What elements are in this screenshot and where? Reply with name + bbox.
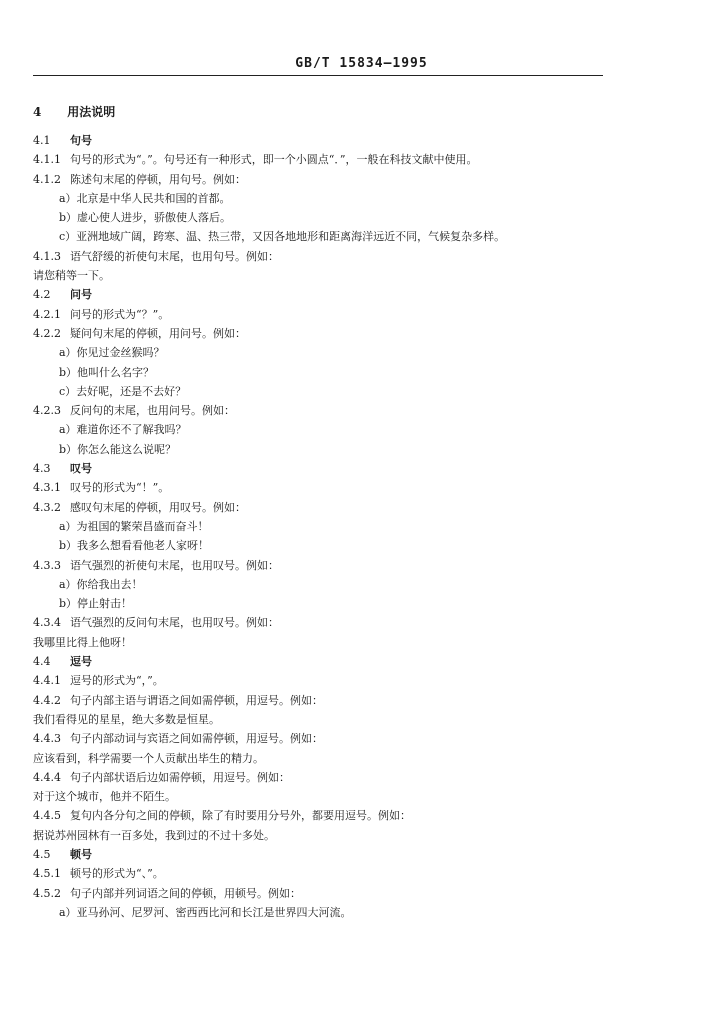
clause-rule xyxy=(33,864,613,883)
clause-number: 4.4.3 xyxy=(33,732,61,746)
line-text: 语气强烈的祈使句末尾，也用叹号。例如： xyxy=(70,558,279,572)
line-text: 反问句的末尾，也用问号。例如： xyxy=(70,404,235,418)
clause-rule xyxy=(33,478,613,497)
line-text: 据说苏州园林有一百多处，我到过的不过十多处。 xyxy=(33,828,275,842)
clause-rule xyxy=(33,498,613,517)
clause-number: 4.3.4 xyxy=(33,616,61,630)
clause-number: 4.1 xyxy=(33,134,51,147)
line-text: a）北京是中华人民共和国的首都。 xyxy=(59,191,231,205)
example-line xyxy=(33,343,613,362)
example-line xyxy=(33,826,613,845)
clause-number: 4.3.1 xyxy=(33,481,61,495)
line-text: c）亚洲地域广阔，跨寒、温、热三带，又因各地地形和距离海洋远近不同，气候复杂多样。 xyxy=(59,230,506,244)
section-title: 用法说明 xyxy=(67,105,116,119)
clause-rule xyxy=(33,401,613,420)
clause-title xyxy=(33,131,613,150)
line-text: 顿号 xyxy=(70,847,92,861)
line-text: 我们看得见的星星，绝大多数是恒星。 xyxy=(33,712,220,726)
example-line xyxy=(33,266,613,285)
example-line xyxy=(33,363,613,382)
clause-number: 4.1.2 xyxy=(33,172,61,186)
line-text: a）难道你还不了解我吗？ xyxy=(59,423,187,437)
clause-number: 4.4.1 xyxy=(33,674,61,688)
clause-rule xyxy=(33,691,613,710)
example-line xyxy=(33,420,613,439)
example-line xyxy=(33,440,613,459)
example-line xyxy=(33,227,613,246)
header-divider xyxy=(33,75,603,76)
line-text: a）为祖国的繁荣昌盛而奋斗！ xyxy=(59,519,209,533)
line-text: 顿号的形式为“、”。 xyxy=(70,867,164,881)
line-text: 句子内部动词与宾语之间如需停顿，用逗号。例如： xyxy=(70,732,323,746)
line-text: a）你给我出去！ xyxy=(59,577,143,591)
section-number: 4 xyxy=(33,105,42,119)
line-text: 句号 xyxy=(70,134,92,147)
section-heading xyxy=(33,103,115,120)
clause-rule xyxy=(33,150,613,169)
clause-title xyxy=(33,652,613,671)
clause-number: 4.5.2 xyxy=(33,886,61,900)
clause-rule xyxy=(33,613,613,632)
clause-number: 4.4.5 xyxy=(33,809,61,823)
clause-title xyxy=(33,845,613,864)
line-text: 句子内部状语后边如需停顿，用逗号。例如： xyxy=(70,770,290,784)
line-text: 疑问句末尾的停顿，用问号。例如： xyxy=(70,326,246,340)
clause-rule xyxy=(33,671,613,690)
clause-number: 4.2 xyxy=(33,288,51,302)
clause-rule xyxy=(33,729,613,748)
example-line xyxy=(33,189,613,208)
clause-rule xyxy=(33,884,613,903)
line-text: b）你怎么能这么说呢？ xyxy=(59,442,177,456)
line-text: 句子内部主语与谓语之间如需停顿，用逗号。例如： xyxy=(70,693,323,707)
line-text: c）去好呢，还是不去好？ xyxy=(59,384,187,398)
clause-number: 4.2.1 xyxy=(33,307,61,321)
clause-number: 4.2.2 xyxy=(33,326,61,340)
line-text: 叹号的形式为“！”。 xyxy=(70,481,170,495)
clause-number: 4.4 xyxy=(33,655,51,669)
line-text: 逗号 xyxy=(70,655,92,669)
example-line xyxy=(33,575,613,594)
clause-number: 4.3 xyxy=(33,462,51,476)
line-text: 叹号 xyxy=(70,462,92,476)
line-text: 复句内各分句之间的停顿，除了有时要用分号外，都要用逗号。例如： xyxy=(70,809,411,823)
clause-rule xyxy=(33,806,613,825)
example-line xyxy=(33,903,613,922)
page-header-title: GB/T 15834—1995 xyxy=(295,56,428,71)
clause-number: 4.1.3 xyxy=(33,249,61,263)
clause-rule xyxy=(33,324,613,343)
line-text: 陈述句末尾的停顿，用句号。例如： xyxy=(70,172,246,186)
clause-rule xyxy=(33,247,613,266)
line-text: a）亚马孙河、尼罗河、密西西比河和长江是世界四大河流。 xyxy=(59,905,352,919)
document-body xyxy=(33,131,613,922)
line-text: 问号的形式为“？”。 xyxy=(70,307,170,321)
clause-rule xyxy=(33,768,613,787)
clause-number: 4.3.2 xyxy=(33,500,61,514)
line-text: 感叹句末尾的停顿，用叹号。例如： xyxy=(70,500,246,514)
line-text: b）他叫什么名字？ xyxy=(59,365,155,379)
clause-rule xyxy=(33,556,613,575)
line-text: 句子内部并列词语之间的停顿，用顿号。例如： xyxy=(70,886,301,900)
line-text: 语气舒缓的祈使句末尾，也用句号。例如： xyxy=(70,249,279,263)
clause-number: 4.3.3 xyxy=(33,558,61,572)
clause-number: 4.4.2 xyxy=(33,693,61,707)
clause-number: 4.4.4 xyxy=(33,770,61,784)
line-text: b）停止射击！ xyxy=(59,597,133,611)
example-line xyxy=(33,749,613,768)
line-text: 句号的形式为“。”。句号还有一种形式，即一个小圆点“．”，一般在科技文献中使用。 xyxy=(70,153,478,167)
line-text: b）我多么想看看他老人家呀！ xyxy=(59,539,210,553)
example-line xyxy=(33,787,613,806)
line-text: 我哪里比得上他呀！ xyxy=(33,635,132,649)
line-text: 请您稍等一下。 xyxy=(33,269,110,283)
example-line xyxy=(33,382,613,401)
clause-number: 4.5.1 xyxy=(33,867,61,881)
example-line xyxy=(33,536,613,555)
line-text: 逗号的形式为“，”。 xyxy=(70,674,164,688)
clause-rule xyxy=(33,170,613,189)
line-text: 问号 xyxy=(70,288,92,302)
clause-number: 4.5 xyxy=(33,847,51,861)
clause-title xyxy=(33,459,613,478)
line-text: 语气强烈的反问句末尾，也用叹号。例如： xyxy=(70,616,279,630)
clause-number: 4.2.3 xyxy=(33,404,61,418)
example-line xyxy=(33,517,613,536)
example-line xyxy=(33,208,613,227)
line-text: 对于这个城市，他并不陌生。 xyxy=(33,790,176,804)
example-line xyxy=(33,633,613,652)
line-text: 应该看到，科学需要一个人贡献出毕生的精力。 xyxy=(33,751,264,765)
clause-number: 4.1.1 xyxy=(33,153,61,167)
line-text: b）虚心使人进步，骄傲使人落后。 xyxy=(59,211,232,225)
example-line xyxy=(33,710,613,729)
example-line xyxy=(33,594,613,613)
clause-title xyxy=(33,285,613,304)
line-text: a）你见过金丝猴吗？ xyxy=(59,346,165,360)
clause-rule xyxy=(33,305,613,324)
